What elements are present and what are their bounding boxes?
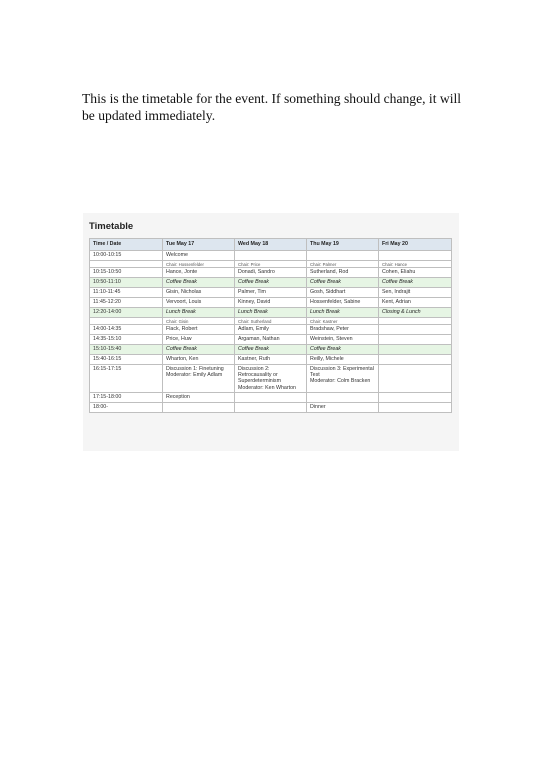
session-cell <box>379 251 452 261</box>
session-cell: Adlam, Emily <box>235 325 307 335</box>
session-cell: Kinney, David <box>235 298 307 308</box>
timetable-table <box>89 238 452 413</box>
time-cell: 17:15-18:00 <box>90 392 163 402</box>
table-row-break <box>90 345 452 355</box>
session-cell: Coffee Break <box>163 278 235 288</box>
session-cell: Argaman, Nathan <box>235 335 307 345</box>
session-cell <box>307 392 379 402</box>
session-cell <box>379 402 452 412</box>
time-cell: 11:10-11:45 <box>90 288 163 298</box>
session-cell: Palmer, Tim <box>235 288 307 298</box>
session-cell: Discussion 2: Retrocausality or Superdeterminism Moderator: Ken Wharton <box>235 365 307 393</box>
session-cell: Cohen, Eliahu <box>379 268 452 278</box>
session-cell <box>379 325 452 335</box>
session-cell: Sen, Indrajit <box>379 288 452 298</box>
session-cell: Coffee Break <box>235 278 307 288</box>
session-cell <box>379 335 452 345</box>
table-header-row <box>90 239 452 251</box>
timetable-title: Timetable <box>89 221 134 232</box>
time-cell <box>90 318 163 325</box>
time-cell: 10:50-11:10 <box>90 278 163 288</box>
header-wed: Wed May 18 <box>235 239 307 251</box>
session-cell: Chair: Hance <box>379 261 452 268</box>
session-cell: Closing & Lunch <box>379 308 452 318</box>
session-cell: Dinner <box>307 402 379 412</box>
session-cell: Chair: Gisin <box>163 318 235 325</box>
time-cell: 10:00-10:15 <box>90 251 163 261</box>
session-cell <box>379 345 452 355</box>
time-cell: 14:00-14:35 <box>90 325 163 335</box>
session-cell <box>163 402 235 412</box>
session-cell: Gosh, Siddhart <box>307 288 379 298</box>
session-cell: Wharton, Ken <box>163 355 235 365</box>
table-row-break <box>90 308 452 318</box>
time-cell: 15:40-16:15 <box>90 355 163 365</box>
session-cell: Sutherland, Rod <box>307 268 379 278</box>
session-cell: Bradshaw, Peter <box>307 325 379 335</box>
session-cell: Coffee Break <box>235 345 307 355</box>
header-thu: Thu May 19 <box>307 239 379 251</box>
table-row <box>90 251 452 261</box>
session-cell: Flack, Robert <box>163 325 235 335</box>
session-cell <box>379 355 452 365</box>
table-row-chair <box>90 261 452 268</box>
header-tue: Tue May 17 <box>163 239 235 251</box>
session-cell: Discussion 1: Finetuning Moderator: Emily Adlam <box>163 365 235 393</box>
table-row <box>90 392 452 402</box>
table-row <box>90 268 452 278</box>
time-cell: 15:10-15:40 <box>90 345 163 355</box>
header-time-date: Time / Date <box>90 239 163 251</box>
session-cell: Welcome <box>163 251 235 261</box>
session-cell: Chair: Hossenfelder <box>163 261 235 268</box>
table-row <box>90 298 452 308</box>
session-cell: Donadi, Sandro <box>235 268 307 278</box>
session-cell: Coffee Break <box>307 278 379 288</box>
time-cell: 10:15-10:50 <box>90 268 163 278</box>
session-cell <box>235 251 307 261</box>
session-cell: Coffee Break <box>163 345 235 355</box>
session-cell: Weinstein, Steven <box>307 335 379 345</box>
session-cell: Chair: Price <box>235 261 307 268</box>
table-row-chair <box>90 318 452 325</box>
table-row <box>90 335 452 345</box>
time-cell: 11:45-12:20 <box>90 298 163 308</box>
session-cell <box>379 392 452 402</box>
session-cell <box>235 402 307 412</box>
session-cell: Kent, Adrian <box>379 298 452 308</box>
session-cell: Chair: Palmer <box>307 261 379 268</box>
session-cell: Reilly, Michele <box>307 355 379 365</box>
session-cell: Kastner, Ruth <box>235 355 307 365</box>
table-row <box>90 365 452 393</box>
session-cell: Hossenfelder, Sabine <box>307 298 379 308</box>
session-cell <box>307 251 379 261</box>
table-row <box>90 402 452 412</box>
header-fri: Fri May 20 <box>379 239 452 251</box>
session-cell: Lunch Break <box>307 308 379 318</box>
session-cell <box>379 318 452 325</box>
session-cell: Discussion 3: Experimental Test Moderator: Colm Bracken <box>307 365 379 393</box>
session-cell: Chair: Kastner <box>307 318 379 325</box>
session-cell: Vervoort, Louis <box>163 298 235 308</box>
time-cell: 16:15-17:15 <box>90 365 163 393</box>
table-row <box>90 325 452 335</box>
session-cell <box>235 392 307 402</box>
table-row-break <box>90 278 452 288</box>
session-cell: Coffee Break <box>379 278 452 288</box>
timetable-image <box>83 213 459 451</box>
table-row <box>90 355 452 365</box>
session-cell: Lunch Break <box>163 308 235 318</box>
session-cell: Gisin, Nicholas <box>163 288 235 298</box>
session-cell: Reception <box>163 392 235 402</box>
session-cell: Coffee Break <box>307 345 379 355</box>
time-cell <box>90 261 163 268</box>
time-cell: 18:00- <box>90 402 163 412</box>
intro-paragraph: This is the timetable for the event. If something should change, it will be updated immediately. <box>82 91 462 123</box>
time-cell: 14:35-15:10 <box>90 335 163 345</box>
session-cell <box>379 365 452 393</box>
time-cell: 12:20-14:00 <box>90 308 163 318</box>
table-row <box>90 288 452 298</box>
session-cell: Lunch Break <box>235 308 307 318</box>
session-cell: Chair: Sutherland <box>235 318 307 325</box>
session-cell: Price, Huw <box>163 335 235 345</box>
session-cell: Hance, Jonte <box>163 268 235 278</box>
